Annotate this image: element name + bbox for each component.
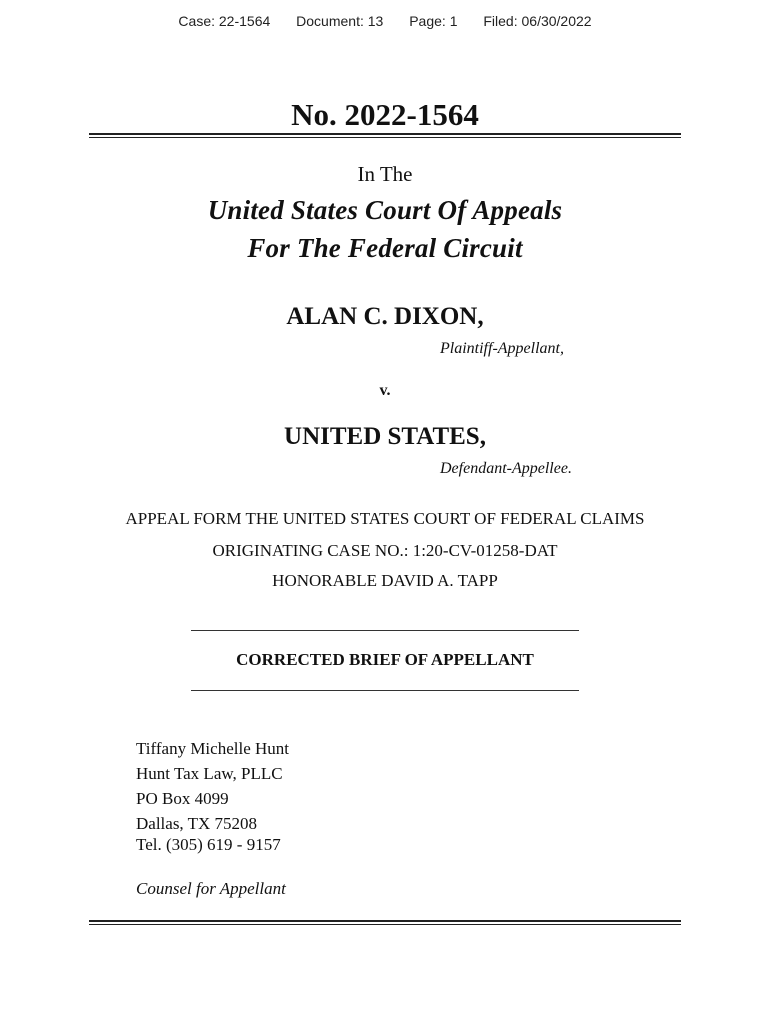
header-filed: Filed: 06/30/2022	[483, 13, 592, 29]
plaintiff-name: ALAN C. DIXON,	[286, 303, 484, 330]
counsel-firm: Hunt Tax Law, PLLC	[136, 764, 283, 783]
versus-label: v.	[379, 382, 391, 399]
header-document: Document: 13	[296, 13, 384, 29]
judge-name: HONORABLE DAVID A. TAPP	[272, 571, 498, 590]
counsel-role: Counsel for Appellant	[136, 879, 286, 898]
plaintiff-role: Plaintiff-Appellant,	[440, 340, 564, 357]
header-case: Case: 22-1564	[178, 13, 271, 29]
defendant-role: Defendant-Appellee.	[440, 460, 572, 477]
counsel-po-box: PO Box 4099	[136, 789, 229, 808]
court-name-line1: United States Court Of Appeals	[207, 195, 563, 225]
bottom-double-rule	[89, 920, 681, 925]
counsel-phone: Tel. (305) 619 - 9157	[136, 835, 281, 854]
appeal-source: APPEAL FORM THE UNITED STATES COURT OF FEDERAL CLAIMS	[125, 509, 645, 528]
filing-header	[0, 13, 770, 29]
header-page: Page: 1	[409, 13, 458, 29]
counsel-city: Dallas, TX 75208	[136, 814, 258, 833]
title-rule-top	[191, 630, 579, 631]
court-name-line2: For The Federal Circuit	[247, 233, 523, 263]
title-rule-bottom	[191, 690, 579, 691]
brief-title: CORRECTED BRIEF OF APPELLANT	[236, 650, 534, 669]
counsel-name: Tiffany Michelle Hunt	[136, 739, 289, 758]
in-the-label: In The	[357, 162, 413, 186]
originating-case-number: ORIGINATING CASE NO.: 1:20-CV-01258-DAT	[212, 541, 558, 560]
top-double-rule	[89, 133, 681, 138]
case-number: No. 2022-1564	[291, 97, 479, 132]
defendant-name: UNITED STATES,	[284, 423, 486, 450]
